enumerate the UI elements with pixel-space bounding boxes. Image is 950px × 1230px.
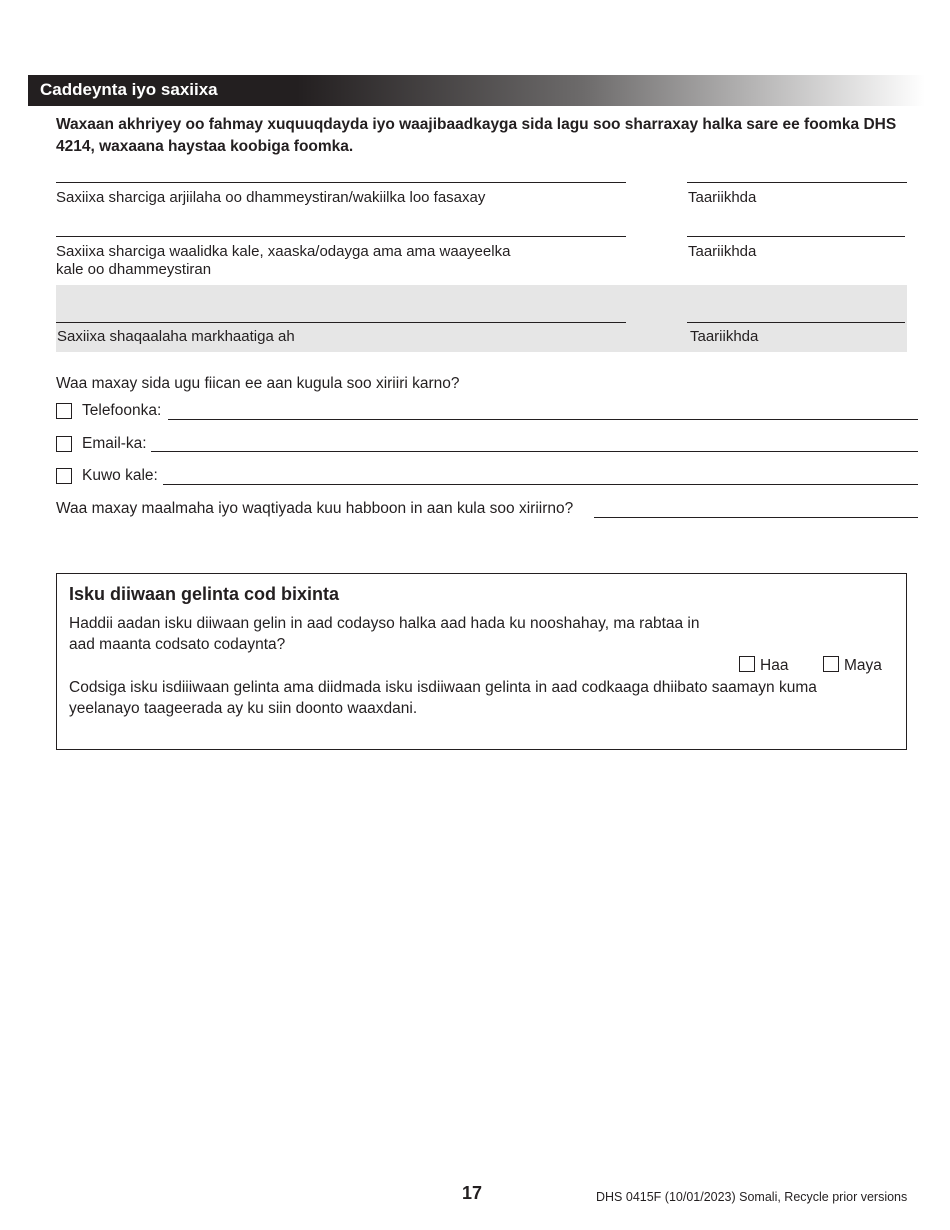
signature-label-applicant: Saxiixa sharciga arjiilaha oo dhammeystiran/wakiilka loo fasaxay [56, 189, 486, 206]
date-line-witness[interactable] [687, 322, 905, 323]
signature-label-witness: Saxiixa shaqaalaha markhaatiga ah [57, 328, 295, 345]
voter-note-line2: yeelanayo taageerada ay ku siin doonto waaxdani. [69, 700, 418, 717]
voter-no-checkbox[interactable] [823, 656, 839, 672]
contact-question: Waa maxay sida ugu fiican ee aan kugula soo xiriiri karno? [56, 375, 460, 392]
email-label: Email-ka: [82, 435, 147, 452]
voter-note-line1: Codsiga isku isdiiiwaan gelinta ama diidmada isku isdiiwaan gelinta in aad codkaaga dhiibato saamayn kuma [69, 679, 817, 696]
signature-line-applicant[interactable] [56, 182, 626, 183]
date-line-other-parent[interactable] [687, 236, 905, 237]
contact-time-question: Waa maxay maalmaha iyo waqtiyada kuu habboon in aan kula soo xiriirno? [56, 500, 574, 517]
voter-no-label: Maya [844, 657, 882, 674]
phone-checkbox[interactable] [56, 403, 72, 419]
voter-registration-title: Isku diiwaan gelinta cod bixinta [69, 584, 340, 604]
signature-line-other-parent[interactable] [56, 236, 626, 237]
form-code: DHS 0415F (10/01/2023) Somali, Recycle prior versions [596, 1190, 908, 1204]
date-label-other-parent: Taariikhda [688, 243, 757, 260]
date-line-applicant[interactable] [687, 182, 907, 183]
other-contact-checkbox[interactable] [56, 468, 72, 484]
voter-yes-label: Haa [760, 657, 789, 674]
signature-label-other-parent-line1: Saxiixa sharciga waalidka kale, xaaska/odayga ama ama waayeelka [56, 243, 511, 260]
email-input[interactable] [151, 451, 918, 452]
phone-label: Telefoonka: [82, 402, 162, 419]
signature-label-other-parent-line2: kale oo dhammeystiran [56, 261, 212, 278]
page-number: 17 [462, 1183, 483, 1203]
section-title: Caddeynta iyo saxiixa [40, 80, 218, 99]
phone-input[interactable] [168, 419, 918, 420]
contact-time-input[interactable] [594, 517, 918, 518]
email-checkbox[interactable] [56, 436, 72, 452]
voter-question-line1: Haddii aadan isku diiwaan gelin in aad codayso halka aad hada ku nooshahay, ma rabtaa in [69, 615, 700, 632]
signature-line-witness[interactable] [56, 322, 626, 323]
voter-question-line2: aad maanta codsato codaynta? [69, 636, 286, 653]
date-label-applicant: Taariikhda [688, 189, 757, 206]
attestation-statement: Waxaan akhriyey oo fahmay xuquuqdayda iyo waajibaadkayga sida lagu soo sharraxay halka sare ee foomka DHS 4214, waxaana haystaa koobiga foomka. [56, 116, 897, 155]
voter-registration-box [56, 573, 907, 750]
other-contact-input[interactable] [163, 484, 918, 485]
other-contact-label: Kuwo kale: [82, 467, 158, 484]
date-label-witness: Taariikhda [690, 328, 759, 345]
voter-yes-checkbox[interactable] [739, 656, 755, 672]
section-header-bar [28, 75, 925, 106]
